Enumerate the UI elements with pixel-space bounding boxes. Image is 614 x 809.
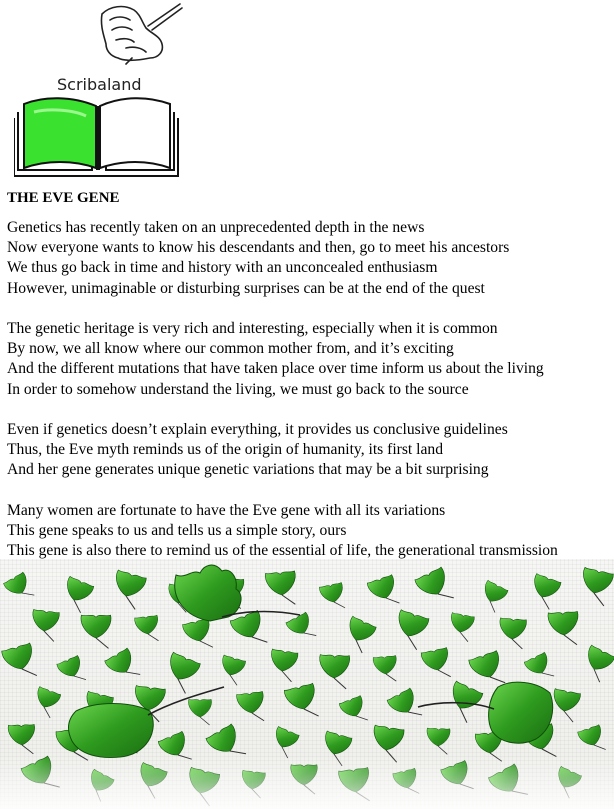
poem-line: Many women are fortunate to have the Eve gene with all its variations xyxy=(7,501,446,519)
poem-line: We thus go back in time and history with an unconcealed enthusiasm xyxy=(7,259,438,277)
small-ginkgo-leaf xyxy=(230,610,270,652)
small-ginkgo-leaf xyxy=(30,686,61,718)
ginkgo-leaves-pattern-icon xyxy=(0,559,614,809)
small-ginkgo-leaf xyxy=(104,648,142,687)
poem-line: This gene speaks to us and tells us a simple story, ours xyxy=(7,522,347,539)
small-ginkgo-leaf xyxy=(421,647,453,681)
poem-line: The genetic heritage is very rich and interesting, especially when it is common xyxy=(7,320,498,337)
poem-line: By now, we all know where our common mother from, and it’s exciting xyxy=(7,340,454,358)
small-ginkgo-leaf xyxy=(526,573,561,610)
poem-line: Now everyone wants to know his descendants and then, go to meet his ancestors xyxy=(7,239,510,257)
small-ginkgo-leaf xyxy=(426,728,450,754)
small-ginkgo-leaf xyxy=(498,618,526,649)
small-ginkgo-leaf xyxy=(284,683,321,723)
scribaland-logo xyxy=(14,0,184,178)
small-ginkgo-leaf xyxy=(447,613,474,643)
small-ginkgo-leaf xyxy=(188,699,211,725)
small-ginkgo-leaf xyxy=(577,567,614,606)
small-ginkgo-leaf xyxy=(182,618,215,653)
logo-text: Scribaland xyxy=(57,75,142,94)
small-ginkgo-leaf xyxy=(339,695,370,727)
small-ginkgo-leaf xyxy=(217,655,246,686)
stanza xyxy=(7,501,614,562)
poem-line: Thus, the Eve myth reminds us of the origin of humanity, its first land xyxy=(7,441,443,459)
small-ginkgo-leaf xyxy=(265,571,298,607)
poem-title: THE EVE GENE xyxy=(7,190,120,206)
small-ginkgo-leaf xyxy=(30,609,60,641)
small-ginkgo-leaf xyxy=(134,615,160,643)
small-ginkgo-leaf xyxy=(391,610,430,651)
small-ginkgo-leaf xyxy=(268,726,299,759)
poem-line: In order to somehow understand the living, we must go back to the source xyxy=(7,380,469,398)
small-ginkgo-leaf xyxy=(548,611,580,646)
small-ginkgo-leaf xyxy=(476,580,508,613)
small-ginkgo-leaf xyxy=(109,570,147,610)
open-book-with-writing-hand-icon xyxy=(14,0,184,178)
small-ginkgo-leaf xyxy=(373,655,398,683)
poem-line: This gene is also there to remind us of the essential of life, the generational transmission xyxy=(7,542,558,560)
small-ginkgo-leaf xyxy=(286,612,318,645)
small-ginkgo-leaf xyxy=(267,649,298,682)
small-ginkgo-leaf xyxy=(3,572,36,606)
small-ginkgo-leaf xyxy=(160,652,201,694)
small-ginkgo-leaf xyxy=(8,724,35,754)
small-ginkgo-leaf xyxy=(415,567,456,610)
small-ginkgo-leaf xyxy=(577,725,607,757)
small-ginkgo-leaf xyxy=(236,691,266,723)
small-ginkgo-leaf xyxy=(549,689,581,723)
small-ginkgo-leaf xyxy=(57,655,88,688)
small-ginkgo-leaf xyxy=(1,643,39,683)
poem-line: Genetics has recently taken on an unprecedented depth in the news xyxy=(7,219,425,236)
poem-body xyxy=(7,218,614,582)
poem-line: Even if genetics doesn’t explain everything, it provides us conclusive guidelines xyxy=(7,421,508,438)
small-ginkgo-leaf xyxy=(81,615,111,648)
ginkgo-leaves-banner xyxy=(0,559,614,809)
small-ginkgo-leaf xyxy=(319,582,347,612)
stanza xyxy=(7,218,614,299)
stanza xyxy=(7,319,614,400)
poem-line: However, unimaginable or disturbing surprises can be at the end of the quest xyxy=(7,279,485,297)
stanza xyxy=(7,420,614,481)
small-ginkgo-leaf xyxy=(367,575,402,611)
small-ginkgo-leaf xyxy=(578,645,614,683)
small-ginkgo-leaf xyxy=(319,655,350,689)
small-ginkgo-leaf xyxy=(340,616,376,654)
poem-line: And her gene generates unique genetic variations that may be a bit surprising xyxy=(7,461,489,479)
small-ginkgo-leaf xyxy=(524,652,556,685)
small-ginkgo-leaf xyxy=(58,576,94,613)
poem-line: And the different mutations that have taken place over time inform us about the living xyxy=(7,360,544,378)
